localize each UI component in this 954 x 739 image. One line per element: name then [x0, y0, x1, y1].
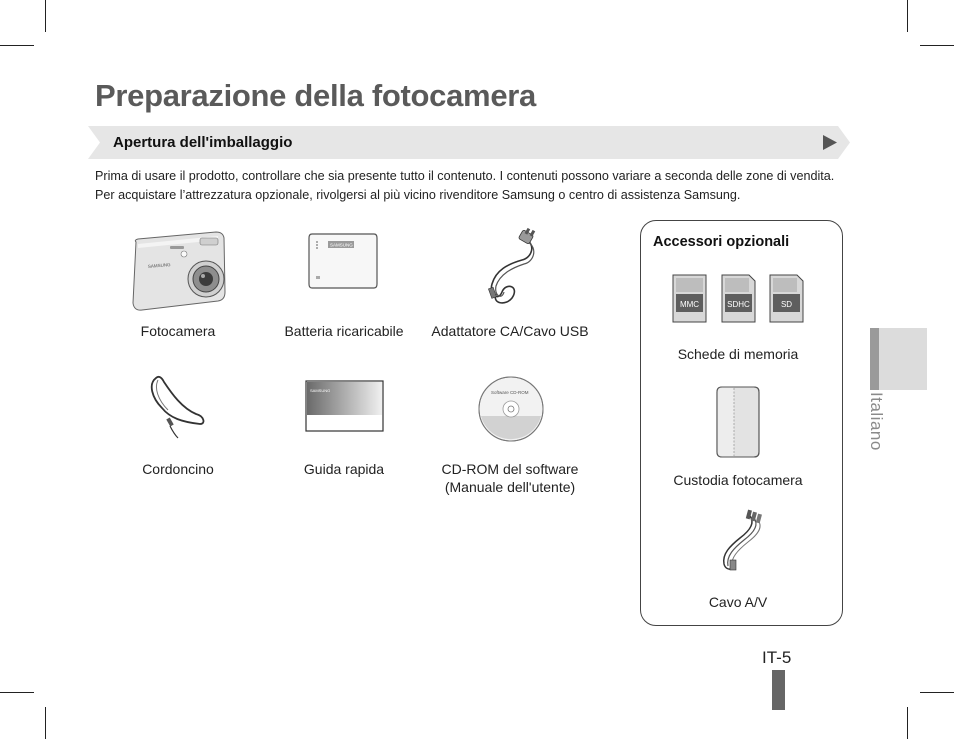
- content-label-quick-guide: Guida rapida: [303, 461, 385, 477]
- content-label-battery: Batteria ricaricabile: [284, 323, 404, 339]
- crop-mark: [920, 45, 954, 46]
- content-label-cd-rom-line2: (Manuale dell'utente): [444, 479, 576, 495]
- optional-label-camera-case: Custodia fotocamera: [673, 472, 803, 488]
- card-label-sd: SD: [780, 300, 793, 309]
- content-label-cd-rom: [410, 460, 610, 496]
- content-label-camera: Fotocamera: [140, 323, 216, 339]
- page-number: IT-5: [762, 648, 792, 667]
- guide-brand: SAMSUNG: [310, 388, 331, 393]
- camera-brand: SAMSUNG: [147, 262, 171, 269]
- camera-case-icon: [714, 386, 762, 458]
- card-label-sdhc: SDHC: [727, 300, 750, 309]
- crop-mark: [0, 45, 34, 46]
- page-title: Preparazione della fotocamera: [95, 78, 536, 113]
- card-label-mmc: MMC: [679, 300, 700, 309]
- content-label-usb-cable: Adattatore CA/Cavo USB: [431, 323, 589, 339]
- av-cable-icon: [714, 510, 766, 576]
- optional-accessories-title: Accessori opzionali: [653, 234, 790, 250]
- sdhc-card: [722, 275, 755, 322]
- optional-label-av-cable: Cavo A/V: [708, 594, 768, 610]
- cd-label: Software CD-ROM: [491, 390, 529, 395]
- intro-text: Prima di usare il prodotto, controllare che sia presente tutto il contenuto. I contenuti possono variare a seconda delle zone di vendita. Per acquistare l’attrezzatura opzionale, rivolgersi al più vicino rivenditore Samsung o centro di assistenza Samsung.: [95, 169, 835, 202]
- language-tab-marker: [870, 328, 879, 390]
- optional-label-memory-cards: Schede di memoria: [677, 346, 799, 362]
- strap-icon: [148, 372, 208, 440]
- mmc-card: [673, 275, 706, 322]
- crop-mark: [45, 707, 46, 739]
- crop-mark: [920, 692, 954, 693]
- crop-mark: [0, 692, 34, 693]
- memory-card-icon: [672, 274, 806, 324]
- cd-rom-icon: [478, 376, 544, 442]
- crop-mark: [907, 0, 908, 32]
- camera-icon: [130, 230, 226, 312]
- crop-mark: [907, 707, 908, 739]
- quick-guide-icon: [305, 380, 385, 434]
- section-heading: Apertura dell'imballaggio: [113, 134, 293, 151]
- battery-icon: [308, 232, 380, 290]
- language-tab-label: Italiano: [867, 392, 886, 451]
- content-label-strap: Cordoncino: [142, 461, 214, 477]
- page-marker-bar: [772, 670, 785, 710]
- sd-card: [770, 275, 803, 322]
- battery-brand: SAMSUNG: [330, 242, 353, 248]
- usb-cable-icon: [482, 226, 544, 310]
- content-label-cd-rom-line1: CD-ROM del software: [441, 461, 579, 477]
- crop-mark: [45, 0, 46, 32]
